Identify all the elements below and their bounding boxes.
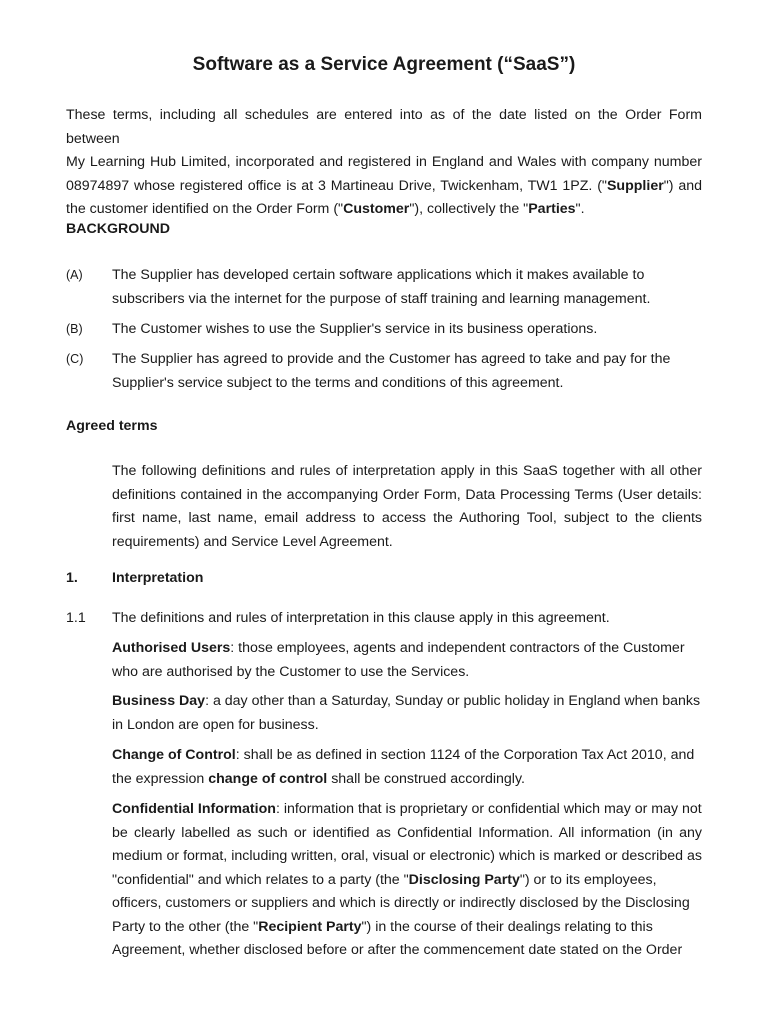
- definition-confidential-information: Confidential Information: information that is proprietary or confidential which may or may not be clearly labelled as such or identified as Confidential Information. All information (in any medium or format, including written, oral, visual or electronic) which is marked or described as "confidential" and which relates to a party (the "Disclosing Party") or to its employees, officers, customers or suppliers and which is directly or indirectly disclosed by the Disclosing Party to the other (the "Recipient Party") in the course of their dealings relating to this Agreement, whether disclosed before or after the commencement date stated on the Order: [112, 801, 702, 958]
- background-item-c: The Supplier has agreed to provide and the Customer has agreed to take and pay for the Supplier's service subject to the terms and conditions of this agreement.: [112, 351, 671, 391]
- background-item-b: The Customer wishes to use the Supplier's service in its business operations.: [112, 321, 598, 337]
- defined-term: Business Day: [112, 693, 206, 709]
- parties-term: Parties: [528, 201, 576, 217]
- defined-term: Authorised Users: [112, 640, 231, 656]
- defined-term: Change of Control: [112, 747, 236, 763]
- clause-text: The definitions and rules of interpretation in this clause apply in this agreement.: [112, 610, 610, 626]
- definition-change-of-control: Change of Control: shall be as defined in section 1124 of the Corporation Tax Act 2010, and the expression change of control shall be construed accordingly.: [112, 747, 695, 787]
- definition-authorised-users: Authorised Users: those employees, agents and independent contractors of the Customer who are authorised by the Customer to use the Services.: [112, 640, 685, 680]
- supplier-term: Supplier: [606, 177, 664, 194]
- item-marker: (B): [66, 322, 83, 336]
- clause-number: 1.1: [66, 610, 86, 626]
- agreed-terms-paragraph: The following definitions and rules of interpretation apply in this SaaS together with all other definitions contained in the accompanying Order Form, Data Processing Terms (User details: first name, last name, email address to access the Authoring Tool, subject to the clients requirements) and Service Level Agreement.: [112, 463, 702, 550]
- section-heading: Interpretation: [112, 570, 204, 586]
- intro-line: These terms, including all schedules are entered into as of the date listed on the Order Form between: [66, 107, 702, 147]
- intro-paragraph: [66, 104, 702, 222]
- intro-line: 08974897 whose registered office is at 3 Martineau Drive, Twickenham, TW1 1PZ. ("Supplier") and: [66, 177, 703, 194]
- intro-line: My Learning Hub Limited, incorporated and registered in England and Wales with company number: [66, 154, 702, 170]
- section-number: 1.: [66, 570, 78, 586]
- definition-business-day: Business Day: a day other than a Saturday, Sunday or public holiday in England when banks in London are open for business.: [112, 693, 701, 733]
- item-marker: (C): [66, 352, 84, 366]
- background-heading: BACKGROUND: [66, 221, 171, 237]
- defined-term: Confidential Information: [112, 801, 276, 817]
- customer-term: Customer: [343, 201, 410, 217]
- background-item-a: The Supplier has developed certain software applications which it makes available to subscribers via the internet for the purpose of staff training and learning management.: [112, 267, 651, 307]
- agreed-terms-heading: Agreed terms: [66, 418, 158, 434]
- intro-line: the customer identified on the Order Form ("Customer"), collectively the "Parties".: [66, 201, 585, 217]
- defined-term: change of control: [208, 770, 328, 787]
- item-marker: (A): [66, 268, 83, 282]
- defined-term: Recipient Party: [258, 918, 362, 935]
- document-title: Software as a Service Agreement (“SaaS”): [192, 54, 576, 75]
- defined-term: Disclosing Party: [408, 871, 520, 888]
